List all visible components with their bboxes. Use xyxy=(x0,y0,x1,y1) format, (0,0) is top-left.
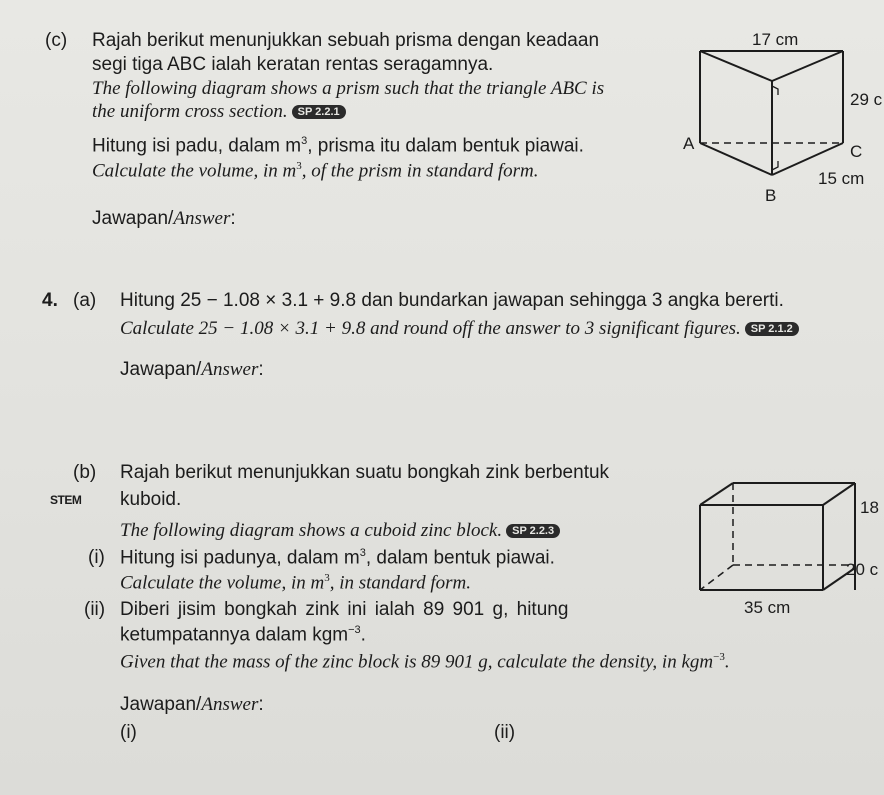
cuboid-height-length: 20 c xyxy=(846,560,879,579)
part-c-ms-line1: Rajah berikut menunjukkan sebuah prisma dengan keadaan xyxy=(92,30,600,51)
part-c-ms-line2: segi tiga ABC ialah keratan rentas seragamnya. xyxy=(92,54,494,75)
q4b-ii-ms-line1: Diberi jisim bongkah zink ini ialah 89 901 g, hitung xyxy=(120,599,569,620)
q4b-i-ms-line: Hitung isi padunya, dalam $m^3$, dalam bentuk piawai. xyxy=(120,547,555,569)
part-c-en-line2: the uniform cross section. SP 2.2.1 xyxy=(92,101,346,123)
part-c-answer-label: Jawapan/Answer: xyxy=(92,208,236,229)
q4a-label: (a) xyxy=(73,290,97,311)
sp-badge: SP 2.2.3 xyxy=(506,524,560,538)
q4b-label: (b) xyxy=(73,462,97,483)
sp-badge: SP 2.2.1 xyxy=(292,105,346,119)
vertex-c-label: C xyxy=(850,142,863,161)
vertex-b-label: B xyxy=(765,186,777,205)
cuboid-depth-length: 18 xyxy=(860,498,879,517)
sp-badge: SP 2.1.2 xyxy=(745,322,799,336)
part-c-ms-question: Hitung isi padu, dalam $m^3$, prisma itu dalam bentuk piawai. xyxy=(92,135,584,157)
q4b-ms-line1: Rajah berikut menunjukkan suatu bongkah zink berbentuk xyxy=(120,462,610,483)
prism-base-length: 15 cm xyxy=(818,169,865,188)
prism-top-length: 17 cm xyxy=(752,30,799,49)
q4b-i-en-line: Calculate the volume, in $m^3$, in standard form. xyxy=(120,572,472,594)
cuboid-width-length: 35 cm xyxy=(744,598,791,617)
q4b-ms-line2: kuboid. xyxy=(120,489,182,510)
q4b-ii-ms-line2: ketumpatannya dalam kgm$^{-3}$. xyxy=(120,624,366,646)
q4b-ii-en-line: Given that the mass of the zinc block is 89 901 g, calculate the density, in kgm$^{-3}$. xyxy=(120,651,730,673)
prism-height-length: 29 c xyxy=(850,90,883,109)
q4b-answer-ii: (ii) xyxy=(494,722,516,743)
vertex-a-label: A xyxy=(683,134,695,153)
q4b-en-line1: The following diagram shows a cuboid zinc block. SP 2.2.3 xyxy=(120,520,560,542)
part-c-label: (c) xyxy=(45,30,68,51)
part-c-en-question: Calculate the volume, in $m^3$, of the prism in standard form. xyxy=(92,160,539,182)
question-4-number: 4. xyxy=(42,290,58,311)
q4a-en-line: Calculate 25 − 1.08 × 3.1 + 9.8 and round off the answer to 3 significant figures. SP 2.1.2 xyxy=(120,318,799,340)
q4b-answer-label: Jawapan/Answer: xyxy=(120,694,264,715)
stem-icon: STEM xyxy=(50,493,82,507)
q4b-i-label: (i) xyxy=(88,547,105,568)
q4a-ms-line: Hitung 25 − 1.08 × 3.1 + 9.8 dan bundarkan jawapan sehingga 3 angka bererti. xyxy=(120,290,784,311)
q4b-answer-i: (i) xyxy=(120,722,137,743)
q4b-ii-label: (ii) xyxy=(84,599,106,620)
part-c-en-line1: The following diagram shows a prism such that the triangle ABC is xyxy=(92,78,605,99)
q4a-answer-label: Jawapan/Answer: xyxy=(120,359,264,380)
